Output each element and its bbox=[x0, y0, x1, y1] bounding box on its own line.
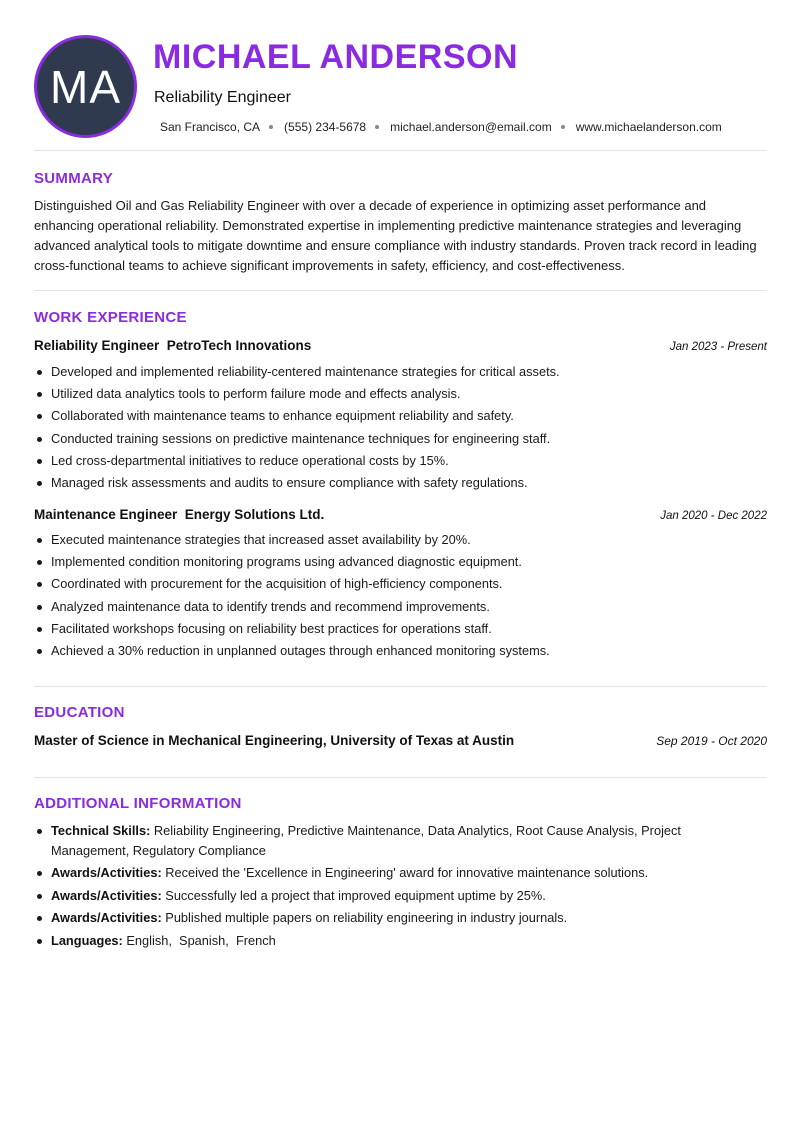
list-item: Led cross-departmental initiatives to reduce operational costs by 15%. bbox=[34, 450, 767, 472]
divider bbox=[34, 150, 767, 151]
education-entry bbox=[34, 733, 767, 748]
education-dates: Sep 2019 - Oct 2020 bbox=[656, 734, 767, 748]
job-dates: Jan 2023 - Present bbox=[669, 341, 767, 353]
list-item: Collaborated with maintenance teams to enhance equipment reliability and safety. bbox=[34, 405, 767, 427]
separator-dot-icon bbox=[561, 125, 565, 129]
info-text: Reliability Engineering, Predictive Maintenance, Data Analytics, Root Cause Analysis, Project Management, Regulatory Compliance bbox=[51, 823, 681, 858]
education-heading: EDUCATION bbox=[34, 704, 125, 721]
list-item: Achieved a 30% reduction in unplanned outages through enhanced monitoring systems. bbox=[34, 640, 767, 662]
list-item: Facilitated workshops focusing on reliability best practices for operations staff. bbox=[34, 618, 767, 640]
info-text: English, Spanish, French bbox=[126, 932, 276, 948]
avatar bbox=[34, 35, 137, 138]
job-bullets bbox=[34, 361, 767, 494]
experience-heading: WORK EXPERIENCE bbox=[34, 309, 187, 326]
list-item bbox=[34, 863, 734, 883]
list-item: Conducted training sessions on predictive maintenance techniques for engineering staff. bbox=[34, 428, 767, 450]
separator-dot-icon bbox=[375, 125, 379, 129]
contact-bar bbox=[160, 120, 722, 134]
job-role: Reliability Engineer PetroTech Innovations bbox=[34, 338, 312, 353]
job-title: Reliability Engineer bbox=[154, 89, 291, 106]
job-header bbox=[34, 338, 767, 353]
info-label: Technical Skills: bbox=[51, 823, 151, 838]
additional-heading: ADDITIONAL INFORMATION bbox=[34, 795, 242, 812]
list-item bbox=[34, 886, 734, 906]
list-item bbox=[34, 908, 734, 928]
divider bbox=[34, 777, 767, 778]
additional-list bbox=[34, 821, 734, 953]
list-item bbox=[34, 931, 734, 951]
info-label: Languages: bbox=[51, 932, 123, 948]
job-dates: Jan 2020 - Dec 2022 bbox=[660, 510, 767, 522]
list-item: Utilized data analytics tools to perform failure mode and effects analysis. bbox=[34, 383, 767, 405]
contact-location: San Francisco, CA bbox=[160, 120, 261, 134]
separator-dot-icon bbox=[269, 125, 273, 129]
summary-heading: SUMMARY bbox=[34, 170, 114, 187]
info-label: Awards/Activities: bbox=[51, 887, 162, 903]
job-bullets bbox=[34, 529, 767, 662]
list-item: Developed and implemented reliability-centered maintenance strategies for critical assets. bbox=[34, 361, 767, 383]
list-item bbox=[34, 821, 734, 860]
info-text: Published multiple papers on reliability engineering in industry journals. bbox=[165, 910, 568, 925]
divider bbox=[34, 686, 767, 687]
info-text: Successfully led a project that improved equipment uptime by 25%. bbox=[165, 887, 546, 903]
divider bbox=[34, 290, 767, 291]
list-item: Analyzed maintenance data to identify trends and recommend improvements. bbox=[34, 596, 767, 618]
list-item: Managed risk assessments and audits to ensure compliance with safety regulations. bbox=[34, 472, 767, 494]
contact-email[interactable]: michael.anderson@email.com bbox=[390, 120, 552, 134]
job-header bbox=[34, 507, 767, 522]
contact-website[interactable]: www.michaelanderson.com bbox=[575, 120, 722, 134]
education-degree: Master of Science in Mechanical Engineering, University of Texas at Austin bbox=[34, 733, 515, 748]
info-label: Awards/Activities: bbox=[51, 910, 162, 925]
contact-phone: (555) 234-5678 bbox=[284, 120, 367, 134]
list-item: Implemented condition monitoring programs using advanced diagnostic equipment. bbox=[34, 551, 767, 573]
avatar-initials: MA bbox=[50, 60, 121, 113]
candidate-name: MICHAEL ANDERSON bbox=[153, 38, 519, 76]
list-item: Executed maintenance strategies that increased asset availability by 20%. bbox=[34, 529, 767, 551]
info-text: Received the 'Excellence in Engineering' award for innovative maintenance solutions. bbox=[165, 865, 649, 880]
list-item: Coordinated with procurement for the acquisition of high-efficiency components. bbox=[34, 573, 767, 595]
summary-text: Distinguished Oil and Gas Reliability Engineer with over a decade of experience in optimizing asset performance and enhancing operational reliability. Demonstrated expertise in implementing predictive maintenance strategies and leveraging advanced analytical tools to mitigate downtime and ensure compliance with industry standards. Proven track record in leading cross-functional teams to achieve significant improvements in safety, efficiency, and cost-effectiveness. bbox=[34, 198, 757, 273]
info-label: Awards/Activities: bbox=[51, 865, 162, 880]
job-role: Maintenance Engineer Energy Solutions Ltd. bbox=[34, 507, 325, 522]
